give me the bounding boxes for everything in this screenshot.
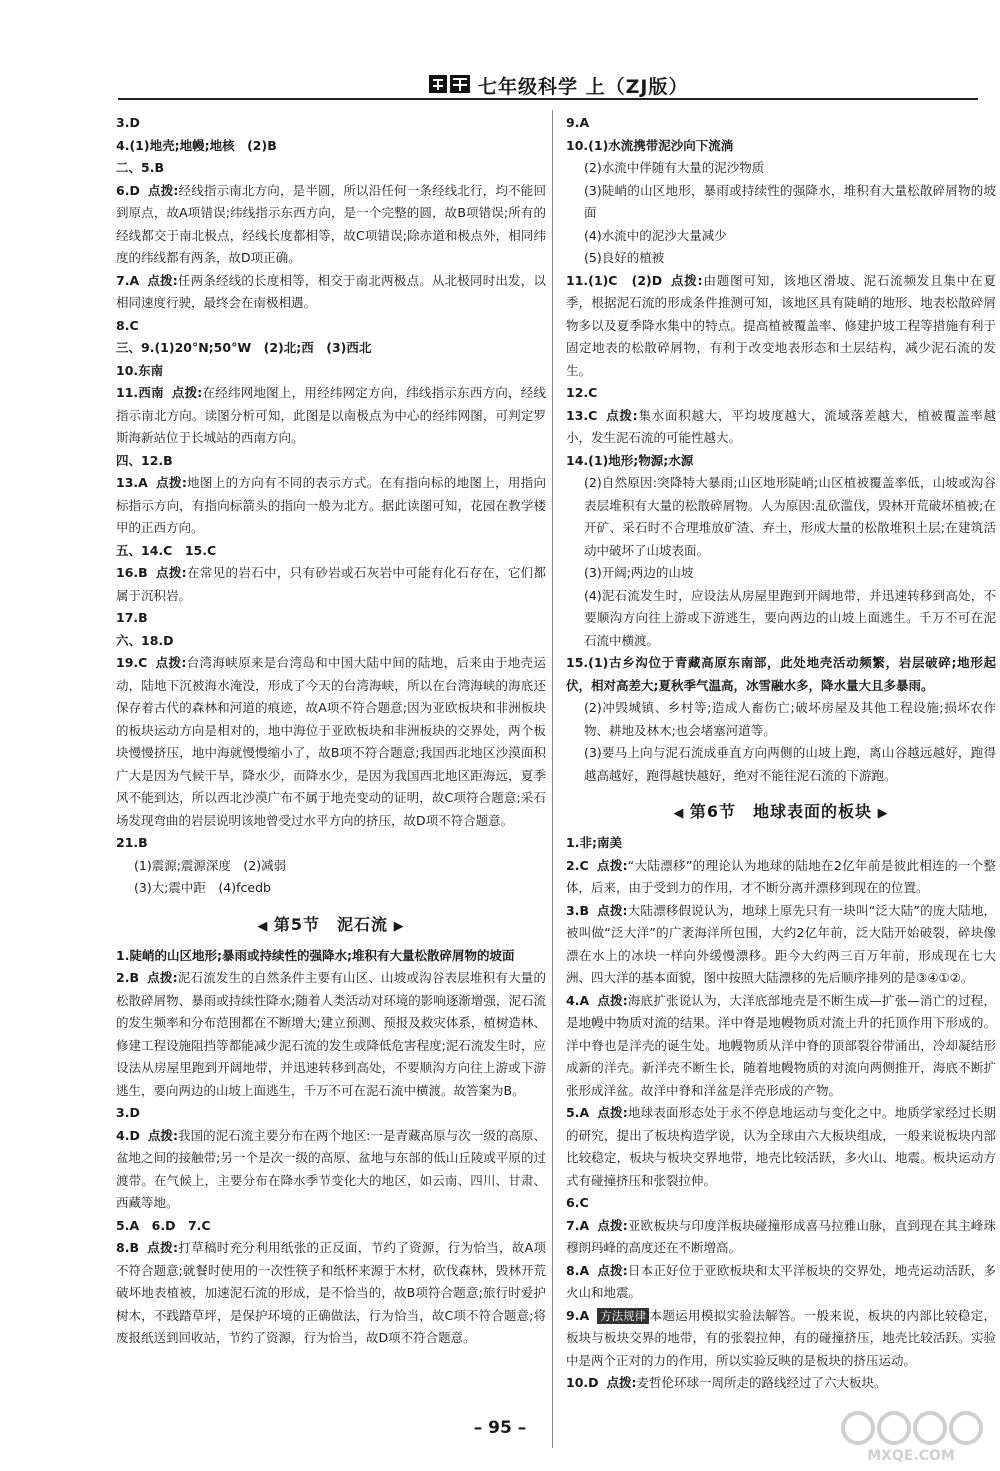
answer-item — [116, 607, 546, 630]
answer-item — [566, 652, 996, 697]
triangle-left-icon: ◀ — [257, 918, 274, 934]
explanation-text: 经线指示南北方向，是半圆，所以沿任何一条经线北行，均不能回到原点，故A项错误;纬线指示东西方向，是一个完整的圆，故B项错误;所有的经线都交于南北极点，经线长度都相等，故C项错误;除赤道和极点外，相同纬度的纬线都有两条，故D项正确。 — [116, 182, 546, 265]
question-number: 16. — [116, 565, 139, 580]
question-number: 2. — [116, 970, 130, 985]
answer-text: D — [129, 1105, 140, 1120]
question-number: 8. — [116, 1240, 130, 1255]
question-number: 五、14. — [116, 542, 164, 558]
hint-label: 点拨: — [146, 970, 178, 985]
explanation-text: 地图上的方向有不同的表示方式。在有指向标的地图上，用指向标指示方向，有指向标箭头的指向一般为北方。据此读图可知，花园在教学楼甲的正西方向。 — [116, 475, 546, 535]
explanation-text: 由题图可知，该地区滑坡、泥石流频发且集中在夏季，根据泥石流的形成条件推测可知，该地区具有陡峭的地形、地表松散碎屑物多以及夏季降水集中的特点。提高植被覆盖率、修建护坡工程等措施有利于固定地表的松散碎屑物，有利于改变地表形态和土层结构，减少泥石流的发生。 — [566, 272, 997, 378]
question-number: 4. — [566, 992, 580, 1008]
answer-text: 非;南美 — [579, 835, 622, 850]
column-divider — [552, 110, 553, 1448]
hint-label: 点拨: — [596, 902, 628, 918]
answer-text: B — [154, 160, 164, 175]
answer-item — [116, 180, 546, 270]
answer-item — [116, 315, 546, 338]
hint-label: 点拨: — [155, 475, 187, 490]
explanation-text: 麦哲伦环球一周所走的路线经过了六大板块。 — [636, 1375, 887, 1390]
page-number: – 95 – — [473, 1418, 527, 1438]
question-number: 5. — [566, 1105, 580, 1120]
question-number: 13. — [116, 475, 139, 490]
answer-item — [566, 1260, 996, 1305]
answer-text: D — [129, 182, 140, 198]
question-number: 19. — [116, 655, 139, 670]
question-number: 8. — [566, 1262, 580, 1278]
hint-label: 点拨: — [146, 1240, 178, 1255]
answer-text: B — [579, 902, 589, 918]
question-number: 9. — [566, 1307, 580, 1323]
answer-subline — [116, 855, 546, 878]
explanation-text: 日本正好位于亚欧板块和太平洋板块的交界处，地壳运动活跃，多火山和地震。 — [566, 1262, 996, 1300]
answer-item — [116, 967, 546, 1102]
triangle-left-icon: ◀ — [673, 806, 690, 821]
question-number: 10. — [116, 362, 139, 378]
question-number: 1. — [566, 835, 580, 850]
answer-item — [116, 112, 546, 135]
answer-item — [116, 157, 546, 180]
explanation-text: 在经纬网地图上，用经纬网定方向，纬线指示东西方向，经线指示南北方向。读图分析可知，此图是以南极点为中心的经纬网图，可判定罗斯海新站位于长城站的西南方向。 — [116, 385, 546, 445]
answer-item — [566, 450, 996, 473]
answer-text: C — [579, 1195, 589, 1210]
hint-label: 点拨: — [171, 385, 203, 400]
explanation-text: 台湾海峡原来是台湾岛和中国大陆中间的陆地，后来由于地壳运动，陆地下沉被海水淹没，形成了今天的台湾海峡，所以在台湾海峡的海底还保存着古代的森林和河道的痕迹，故A项不符合题意;因为亚欧板块和非洲板块的板块运动方向是相对的，地中海位于亚欧板块和非洲板块的交界处，两个板块慢慢挤压，地中海就慢慢缩小了，故B项不符合题意;我国西北地区沙漠面积广大是因为气候干旱，降水少，而降水少，是因为我国西北地区距海远，夏季风不能到达，所以西北沙漠广布不属于地壳变动的证明，故C项符合题意;采石场发现弯曲的岩层说明该地曾受过水平方向的挤压，故D项不符合题意。 — [116, 655, 546, 828]
explanation-text: 我国的泥石流主要分布在两个地区:一是青藏高原与次一级的高原、盆地之间的接触带;另一个是次一级的高原、盆地与东部的低山丘陵或平原的过渡带。在气候上，主要分布在降水季节变化大的地区，如云南、四川、甘肃、西藏等地。 — [116, 1127, 547, 1210]
answer-item — [116, 1125, 546, 1215]
section-heading — [116, 912, 546, 935]
answer-text: A — [129, 272, 140, 288]
answer-text: (1)地壳;地幔;地核 (2)B — [129, 137, 277, 153]
answer-text: (1)地形;物源;水源 — [588, 452, 694, 468]
hint-label: 点拨: — [155, 565, 187, 580]
answer-subline — [566, 562, 996, 585]
answer-subline — [566, 157, 996, 180]
answer-item — [116, 360, 546, 383]
triangle-right-icon: ▶ — [872, 806, 889, 821]
question-number: 13. — [566, 407, 589, 423]
explanation-text: 本题运用模拟实验法解答。一般来说，板块的内部比较稳定，板块与板块交界的地带，有的张裂拉伸，有的碰撞挤压，地壳比较活跃。实验中是两个正对的力的作用，所以实验反映的是板块的挤压运动。 — [566, 1307, 996, 1368]
explanation-text: 集水面积越大，平均坡度越大，流域落差越大，植被覆盖率越小，发生泥石流的可能性越大。 — [566, 407, 996, 445]
answer-text: B — [129, 970, 139, 985]
question-number: 3. — [116, 1105, 130, 1120]
answer-item — [566, 1305, 996, 1373]
explanation-text: 任两条经线的长度相等，相交于南北两极点。从北极同时出发，以相同速度行驶，最终会在南极相遇。 — [116, 272, 546, 310]
answer-item — [116, 652, 546, 832]
answer-subline — [566, 180, 996, 225]
answer-text: C — [579, 857, 589, 873]
explanation-text: 大陆漂移假说认为，地球上原先只有一块叫“泛大陆”的庞大陆地，被叫做“泛大洋”的广袤海洋所包围，大约2亿年前，泛大陆开始破裂，碎块像漂在水上的冰块一样向外缓慢漂移。距今大约两三百万年前，形成现在七大洲、四大洋的基本面貌，图中按照大陆漂移的先后顺序排列的是③④①②。 — [566, 902, 997, 985]
question-number: 10. — [566, 1375, 589, 1390]
hint-label: 点拨: — [147, 272, 178, 288]
answer-text: B — [138, 565, 148, 580]
answer-subline — [566, 585, 996, 653]
hint-label: 点拨: — [606, 1375, 637, 1390]
answer-text: B — [138, 610, 148, 625]
answer-text: (2)冲毁城镇、乡村等;造成人畜伤亡;破坏房屋及其他工程设施;损坏农作物、耕地及林木;也会堵塞河道等。 — [584, 700, 996, 738]
question-number: 4. — [116, 137, 130, 153]
answer-item — [116, 270, 546, 315]
answer-text: C — [588, 385, 598, 400]
hint-label: 点拨: — [670, 272, 703, 288]
answer-item — [566, 855, 996, 900]
hint-label: 点拨: — [147, 182, 179, 198]
question-number: 12. — [566, 385, 589, 400]
answer-text: (4)水流中的泥沙大量减少 — [584, 227, 727, 243]
explanation-text: “大陆漂移”的理论认为地球的陆地在2亿年前是彼此相连的一个整体，后来，由于受到力的作用，才不断分离并漂移到现在的位置。 — [566, 857, 997, 895]
question-number: 四、12. — [116, 452, 164, 468]
hint-label: 点拨: — [597, 1262, 628, 1278]
hint-label: 点拨: — [597, 1217, 628, 1233]
answer-item — [566, 135, 996, 158]
answer-item — [116, 562, 546, 607]
answer-text: (1)C (2)D — [588, 272, 663, 288]
question-number: 17. — [116, 610, 139, 625]
answer-subline — [566, 697, 996, 742]
answer-text: B — [138, 835, 148, 850]
question-number: 15. — [566, 655, 589, 670]
answer-text: D — [588, 1375, 599, 1390]
question-number: 7. — [116, 272, 130, 288]
section-title: 第6节 地球表面的板块 — [689, 802, 873, 821]
answer-text: D — [129, 115, 140, 130]
question-number: 2. — [566, 857, 580, 873]
answer-item — [566, 990, 996, 1103]
question-number: 8. — [116, 317, 130, 333]
answer-text: (3)要马上向与泥石流成垂直方向两侧的山坡上跑，离山谷越远越好，跑得越高越好，跑得越快越好，绝对不能往泥石流的下游跑。 — [584, 745, 996, 783]
section-title: 第5节 泥石流 — [273, 914, 389, 934]
answer-item — [566, 1215, 996, 1260]
answer-text: D — [163, 632, 174, 648]
answer-text: C — [588, 407, 598, 423]
answer-item — [116, 337, 546, 360]
section-heading — [566, 799, 996, 822]
answer-item — [566, 832, 996, 855]
question-number: 3. — [116, 115, 130, 130]
question-number: 6. — [116, 182, 130, 198]
answer-item — [116, 945, 546, 968]
hint-label: 点拨: — [147, 1127, 178, 1143]
answer-item — [566, 270, 996, 383]
answer-item — [566, 112, 996, 135]
header-rule — [118, 98, 978, 100]
answer-item — [116, 1237, 546, 1350]
answer-text: A — [579, 1307, 590, 1323]
answer-item — [116, 135, 546, 158]
explanation-text: 打草稿时充分利用纸张的正反面，节约了资源，行为恰当，故A项不符合题意;就餐时使用的一次性筷子和纸杯来源于木材，砍伐森林，毁林开荒破坏地表植被，加速泥石流的形成，是不恰当的，故B项符合题意;旅行时爱护树木，不践踏草坪，是保护环境的正确做法，行为恰当，故C项不符合题意;将废报纸送到回收站，节约了资源，行为恰当，故D项不符合题意。 — [116, 1240, 546, 1345]
answer-item — [116, 382, 546, 450]
answer-item — [116, 450, 546, 473]
answer-text: C 15.C — [163, 542, 217, 558]
answer-text: B — [163, 452, 173, 468]
answer-text: A — [579, 1262, 590, 1278]
explanation-text: 地球表面形态处于永不停息地运动与变化之中。地质学家经过长期的研究，提出了板块构造学说，认为全球由六大板块组成，一般来说板块内部比较稳定，板块与板块交界地带，地壳比较活跃，多火山、地震。板块运动方式有碰撞挤压和张裂拉伸。 — [566, 1105, 996, 1188]
page-header — [118, 70, 978, 100]
left-column — [116, 112, 546, 1350]
question-number: 10. — [566, 137, 589, 153]
answer-item — [566, 900, 996, 990]
answer-text: A — [579, 992, 590, 1008]
question-number: 1. — [116, 947, 130, 963]
answer-item — [116, 1215, 546, 1238]
answer-item — [566, 382, 996, 405]
answer-text: D — [129, 1127, 140, 1143]
answer-text: (1)20°N;50°W (2)北;西 (3)西北 — [154, 340, 372, 355]
hint-label: 点拨: — [596, 857, 628, 873]
explanation-text: 海底扩张说认为，大洋底部地壳是不断生成—扩张—消亡的过程，是地幔中物质对流的结果。洋中脊是地幔物质对流上升的托顶作用下形成的。洋中脊也是洋壳的诞生处。地幔物质从洋中脊的顶部裂谷带涌出，冷却凝结形成新的洋壳。新洋壳不断生长，随着地幔物质的对流向两侧推开，海底不断扩张形成洋盆。故洋中脊和洋盆是洋壳形成的产物。 — [566, 992, 996, 1098]
right-column — [566, 112, 996, 1395]
answer-text: 东南 — [138, 362, 164, 378]
answer-text: 陡峭的山区地形;暴雨或持续性的强降水;堆积有大量松散碎屑物的坡面 — [129, 947, 515, 963]
answer-subline — [566, 225, 996, 248]
question-number: 5. — [116, 1217, 130, 1233]
answer-text: 西南 — [138, 385, 164, 400]
explanation-text: 在常见的岩石中，只有砂岩或石灰岩中可能有化石存在，它们都属于沉积岩。 — [116, 565, 546, 603]
question-number: 6. — [566, 1195, 580, 1210]
answer-subline — [566, 247, 996, 270]
answer-text: (1)水流携带泥沙向下流淌 — [588, 137, 734, 153]
question-number: 4. — [116, 1127, 130, 1143]
question-number: 二、5. — [116, 160, 155, 175]
answer-text: C — [138, 655, 148, 670]
question-number: 六、18. — [116, 632, 164, 648]
method-tag: 方法规律 — [597, 1308, 649, 1324]
question-number: 21. — [116, 835, 139, 850]
hint-label: 点拨: — [597, 1105, 628, 1120]
answer-item — [566, 405, 996, 450]
answer-text: A — [579, 115, 590, 130]
answer-text: (2)水流中伴随有大量的泥沙物质 — [584, 160, 765, 175]
answer-item — [116, 540, 546, 563]
hint-label: 点拨: — [155, 655, 187, 670]
answer-text: (1)震源;震源深度 (2)减弱 — [134, 857, 287, 873]
answer-text: (3)大;震中距 (4)fcedb — [134, 880, 271, 895]
explanation-text: 泥石流发生的自然条件主要有山区、山坡或沟谷表层堆积有大量的松散碎屑物、暴雨或持续性降水;随着人类活动对环境的影响逐渐增强，泥石流的发生频率和分布范围都在不断增大;建立预测、预报及救灾体系，植树造林、修建工程设施阻挡等都能减少泥石流的发生或降低危害程度;泥石流发生时，应设法从房屋里跑到开阔地带，并迅速转移到高处，不要顺沟方向往上游或下游逃生，要向两边的山坡上面逃生，千万不可在泥石流中横渡。故答案为B。 — [116, 970, 546, 1098]
question-number: 9. — [566, 115, 580, 130]
answer-item — [116, 832, 546, 855]
answer-item — [566, 1102, 996, 1192]
answer-subline — [116, 877, 546, 900]
answer-text: (1)古乡沟位于青藏高原东南部，此处地壳活动频繁，岩层破碎;地形起伏，相对高差大;夏秋季气温高，冰雪融水多，降水量大且多暴雨。 — [566, 655, 996, 693]
answer-item — [116, 1102, 546, 1125]
answer-text: C — [129, 317, 139, 333]
answer-text: (3)开阔;两边的山坡 — [584, 565, 694, 580]
question-number: 11. — [116, 385, 139, 400]
hint-label: 点拨: — [597, 992, 628, 1008]
answer-text: (4)泥石流发生时，应设法从房屋里跑到开阔地带，并迅速转移到高处，不要顺沟方向往上游或下游逃生，要向两边的山坡上面逃生。千万不可在泥石流中横渡。 — [584, 587, 996, 648]
answer-text: (3)陡峭的山区地形，暴雨或持续性的强降水，堆积有大量松散碎屑物的坡面 — [584, 182, 996, 220]
answer-item — [566, 1372, 996, 1395]
hint-label: 点拨: — [605, 407, 638, 423]
answer-item — [116, 630, 546, 653]
answer-text: A 6.D 7.C — [129, 1217, 211, 1233]
answer-item — [116, 472, 546, 540]
answer-subline — [566, 472, 996, 562]
question-number: 7. — [566, 1217, 580, 1233]
question-number: 11. — [566, 272, 589, 288]
explanation-text: 亚欧板块与印度洋板块碰撞形成喜马拉雅山脉，直到现在其主峰珠穆朗玛峰的高度还在不断增高。 — [566, 1217, 996, 1255]
question-number: 3. — [566, 902, 580, 918]
page-title: 七年级科学 上（ZJ版） — [478, 76, 689, 98]
watermark-logo-icon — [836, 1408, 986, 1464]
answer-text: A — [138, 475, 148, 490]
answer-text: B — [129, 1240, 139, 1255]
answer-text: A — [579, 1217, 590, 1233]
triangle-right-icon: ▶ — [388, 918, 405, 934]
answer-subline — [566, 742, 996, 787]
book-logo-icon — [428, 72, 472, 96]
question-number: 14. — [566, 452, 589, 468]
answer-text: (5)良好的植被 — [584, 250, 665, 265]
answer-item — [566, 1192, 996, 1215]
question-number: 三、9. — [116, 340, 155, 355]
answer-text: (2)自然原因:突降特大暴雨;山区地形陡峭;山区植被覆盖率低，山坡或沟谷表层堆积有大量的松散碎屑物。人为原因:乱砍滥伐，毁林开荒破坏植被;在开矿、采石时不合理堆放矿渣、弃土，形成大量的松散堆积土层;在建筑活动中破坏了山坡表面。 — [584, 475, 996, 558]
svg-text:MXQE.COM: MXQE.COM — [867, 1448, 955, 1464]
answer-text: A — [579, 1105, 590, 1120]
